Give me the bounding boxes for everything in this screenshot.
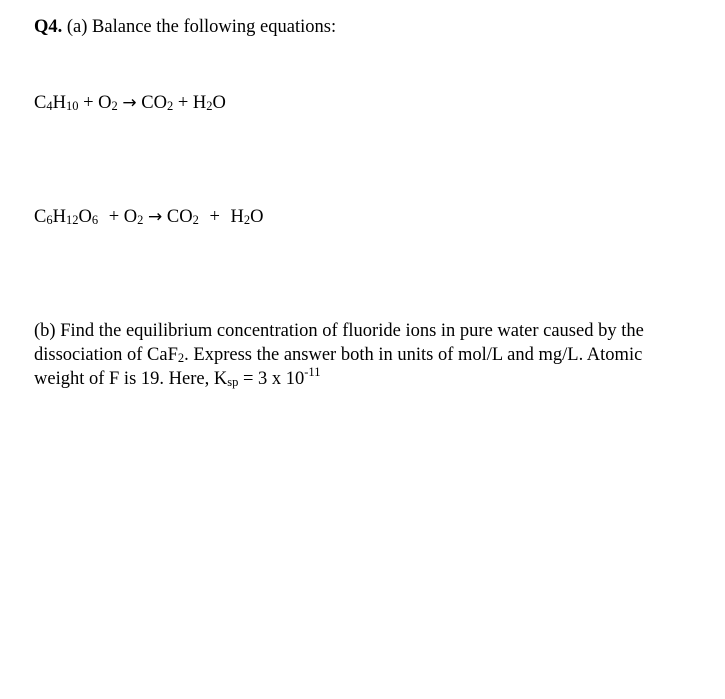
reaction-arrow-icon: → — [148, 207, 163, 227]
eq2-element: O — [123, 207, 138, 227]
part-b-line-2 — [34, 343, 674, 367]
eq2-element: H — [52, 207, 66, 227]
eq2-element: C — [34, 207, 47, 227]
part-b-line-1: (b) Find the equilibrium concentration of fluoride ions in pure water caused by the — [34, 321, 644, 341]
ksp-subscript: sp — [227, 375, 239, 389]
eq2-subscript: 2 — [137, 213, 144, 227]
eq1-element: C — [34, 93, 47, 113]
part-b-text: = 3 x 10 — [238, 369, 305, 389]
part-b-text: . Express the answer both in units of mol/L and mg/L. Atomic — [184, 345, 643, 365]
eq2-element: O — [250, 207, 264, 227]
part-b-paragraph — [34, 319, 674, 391]
part-b-line-3 — [34, 367, 674, 391]
eq1-element: H — [52, 93, 66, 113]
question-number: Q4. — [34, 17, 63, 37]
eq1-plus: + — [177, 93, 189, 113]
eq2-plus: + — [209, 207, 220, 227]
reaction-arrow-icon: → — [122, 93, 137, 113]
eq1-subscript: 4 — [46, 99, 53, 113]
equation-1 — [34, 91, 226, 115]
eq2-plus: + — [108, 207, 120, 227]
eq1-plus: + — [83, 93, 94, 113]
eq1-element: CO — [141, 93, 167, 113]
eq1-element: H — [192, 93, 207, 113]
eq2-subscript: 2 — [243, 213, 251, 227]
equation-2 — [34, 205, 264, 229]
eq1-element: O — [98, 93, 112, 113]
part-b-text: dissociation of CaF — [34, 345, 178, 365]
part-a-instruction: (a) Balance the following equations: — [66, 17, 337, 37]
eq1-subscript: 2 — [206, 99, 213, 113]
eq2-element: H — [230, 207, 244, 227]
question-heading — [34, 15, 336, 39]
eq2-subscript: 6 — [46, 213, 53, 227]
eq2-element: CO — [166, 207, 193, 227]
part-b-subscript: 2 — [177, 351, 185, 365]
eq2-subscript: 6 — [91, 213, 99, 227]
eq1-subscript: 10 — [65, 99, 79, 113]
eq1-element: O — [212, 93, 226, 113]
eq2-subscript: 2 — [192, 213, 199, 227]
exponent-superscript: -11 — [304, 365, 321, 379]
eq1-subscript: 2 — [111, 99, 118, 113]
eq1-subscript: 2 — [166, 99, 174, 113]
eq2-subscript: 12 — [65, 213, 79, 227]
part-b-text: weight of F is 19. Here, K — [34, 369, 228, 389]
eq2-element: O — [78, 207, 92, 227]
